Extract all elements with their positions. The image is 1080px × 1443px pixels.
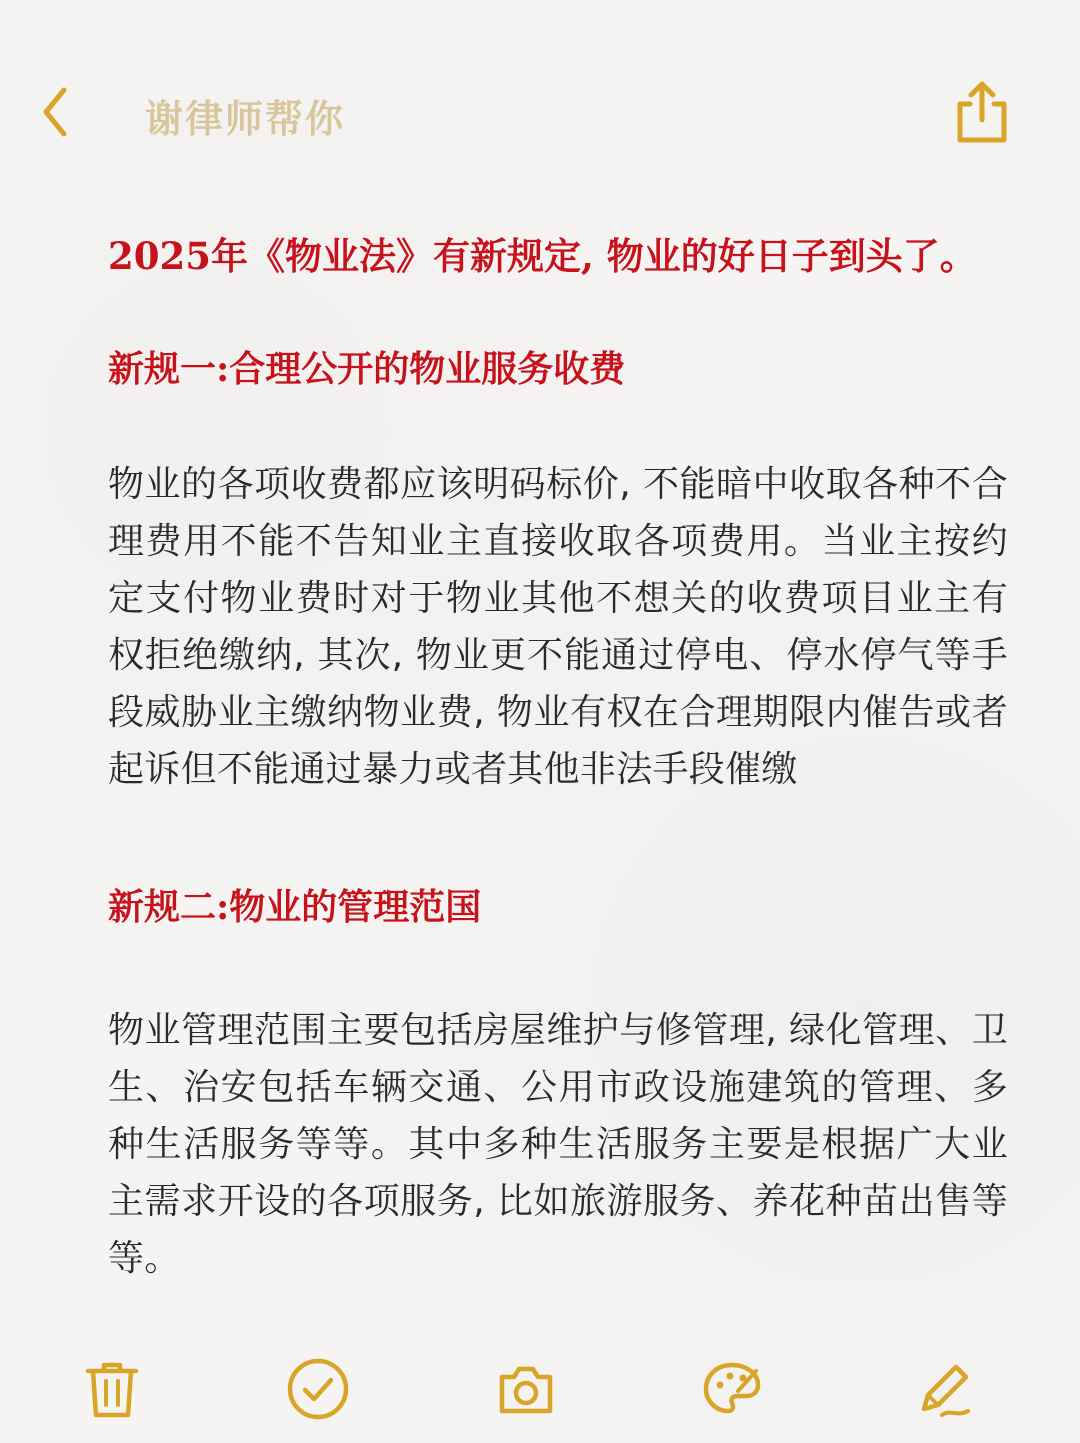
section-title-2: 新规二:物业的管理范国 xyxy=(108,886,482,928)
section-body-1: 物业的各项收费都应该明码标价, 不能暗中收取各种不合理费用不能不告知业主直接收取各项费用。当业主按约定支付物业费时对于物业其他不想关的收费项目业主有权拒绝缴纳, 其次, 物业更不能通过停电、停水停气等手段威胁业主缴纳物业费, 物业有权在合理期限内催告或者起诉但不能通过暴力或者其他非法手段催缴 xyxy=(108,464,1008,790)
page-title: 谢律师帮你 xyxy=(145,96,346,141)
checkmark-circle-icon xyxy=(286,1357,350,1421)
section-title-1: 新规一:合理公开的物业服务收费 xyxy=(108,348,626,390)
camera-icon xyxy=(494,1357,558,1421)
article-headline: 2025年《物业法》有新规定, 物业的好日子到头了。 xyxy=(108,234,977,278)
trash-icon xyxy=(80,1357,144,1421)
back-button[interactable] xyxy=(30,82,80,142)
delete-button[interactable] xyxy=(80,1357,144,1421)
section-body-2: 物业管理范围主要包括房屋维护与修管理, 绿化管理、卫生、治安包括车辆交通、公用市政设施建筑的管理、多种生活服务等等。其中多种生活服务主要是根据广大业主需求开设的各项服务, 比如旅游服务、养花种苗出售等等。 xyxy=(108,1010,1008,1279)
share-button[interactable] xyxy=(948,78,1016,146)
note-content[interactable] xyxy=(108,220,1028,1287)
bottom-toolbar xyxy=(0,1345,1080,1435)
share-icon xyxy=(948,78,1016,146)
palette-icon xyxy=(700,1357,764,1421)
chevron-left-icon xyxy=(30,82,80,142)
checklist-button[interactable] xyxy=(286,1357,350,1421)
camera-button[interactable] xyxy=(494,1357,558,1421)
compose-button[interactable] xyxy=(912,1357,976,1421)
header-bar xyxy=(0,60,1080,160)
markup-button[interactable] xyxy=(700,1357,764,1421)
pen-icon xyxy=(912,1357,976,1421)
